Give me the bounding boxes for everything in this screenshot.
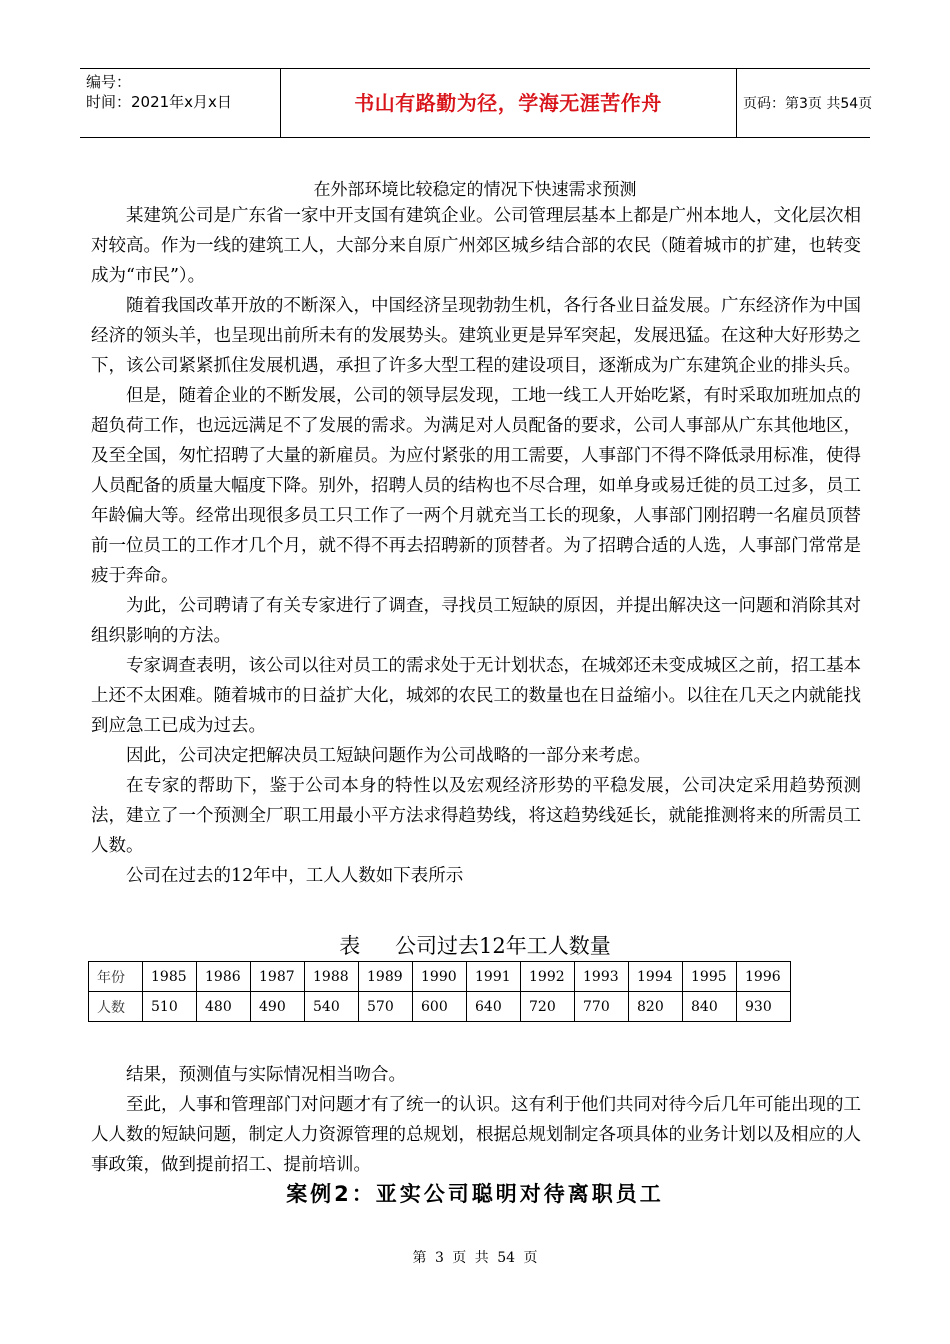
table-cell: 840 [683,992,737,1022]
paragraph: 因此，公司决定把解决员工短缺问题作为公司战略的一部分来考虑。 [126,746,651,766]
table-cell: 770 [575,992,629,1022]
table-cell: 540 [305,992,359,1022]
table-cell: 1987 [251,962,305,992]
table-cell: 640 [467,992,521,1022]
header-meta [80,69,281,137]
row-header: 年份 [89,962,143,992]
table-cell: 1994 [629,962,683,992]
paragraph: 但是，随着企业的不断发展，公司的领导层发现，工地一线工人开始吃紧，有时采取加班加点的超负荷工作，也远远满足不了发展的需求。为满足对人员配备的要求，公司人事部从广东其他地区，及至全国，匆忙招聘了大量的新雇员。为应付紧张的用工需要，人事部门不得不降低录用标准，使得人员配备的质量大幅度下降。别外，招聘人员的结构也不尽合理，如单身或易迁徙的员工过多，员工年龄偏大等。经常出现很多员工只工作了一两个月就充当工长的现象，人事部门刚招聘一名雇员顶替前一位员工的工作才几个月，就不得不再去招聘新的顶替者。为了招聘合适的人选，人事部门常常是疲于奔命。 [91,386,861,586]
time-label: 时间：2021年x月x日 [86,93,232,111]
document-title: 在外部环境比较稳定的情况下快速需求预测 [313,180,637,200]
table-cell: 1995 [683,962,737,992]
document-body [91,201,861,891]
number-label: 编号： [86,73,132,91]
table-cell: 1991 [467,962,521,992]
table-cell: 1996 [737,962,791,992]
row-header: 人数 [89,992,143,1022]
table-cell: 1985 [143,962,197,992]
table-cell: 510 [143,992,197,1022]
table-cell: 1988 [305,962,359,992]
table-cell: 490 [251,992,305,1022]
worker-count-table [88,961,791,1022]
table-cell: 720 [521,992,575,1022]
table-row-years [89,962,791,992]
table-title: 表 公司过去12年工人数量 [339,934,611,958]
paragraph: 为此，公司聘请了有关专家进行了调查，寻找员工短缺的原因，并提出解决这一问题和消除其对组织影响的方法。 [91,596,861,646]
paragraph: 在专家的帮助下，鉴于公司本身的特性以及宏观经济形势的平稳发展，公司决定采用趋势预测法，建立了一个预测全厂职工用最小平方法求得趋势线，将这趋势线延长，就能推测将来的所需员工人数。 [91,776,861,856]
table-cell: 480 [197,992,251,1022]
paragraph: 随着我国改革开放的不断深入，中国经济呈现勃勃生机，各行各业日益发展。广东经济作为中国经济的领头羊，也呈现出前所未有的发展势头。建筑业更是异军突起，发展迅猛。在这种大好形势之下，该公司紧紧抓住发展机遇，承担了许多大型工程的建设项目，逐渐成为广东建筑企业的排头兵。 [91,296,861,376]
table-row-counts [89,992,791,1022]
paragraph: 结果，预测值与实际情况相当吻合。 [126,1065,406,1085]
table-cell: 1986 [197,962,251,992]
table-cell: 1989 [359,962,413,992]
table-cell: 600 [413,992,467,1022]
header-motto: 书山有路勤为径，学海无涯苦作舟 [280,69,737,137]
header-page-info: 页码：第3页 共54页 [743,96,873,112]
table-cell: 930 [737,992,791,1022]
conclusion-body [91,1060,861,1180]
table-cell: 570 [359,992,413,1022]
table-cell: 1990 [413,962,467,992]
table-cell: 1993 [575,962,629,992]
paragraph: 至此，人事和管理部门对问题才有了统一的认识。这有利于他们共同对待今后几年可能出现的工人人数的短缺问题，制定人力资源管理的总规划，根据总规划制定各项具体的业务计划以及相应的人事政策，做到提前招工、提前培训。 [91,1095,861,1175]
paragraph: 某建筑公司是广东省一家中开支国有建筑企业。公司管理层基本上都是广州本地人，文化层次相对较高。作为一线的建筑工人，大部分来自原广州郊区城乡结合部的农民（随着城市的扩建，也转变成为“市民”）。 [91,206,861,286]
table-cell: 820 [629,992,683,1022]
case-title: 案例2：亚实公司聪明对待离职员工 [286,1182,664,1206]
page-footer: 第 3 页 共 54 页 [412,1250,538,1266]
paragraph: 公司在过去的12年中，工人人数如下表所示 [126,866,464,886]
page-header [80,68,873,138]
paragraph: 专家调查表明，该公司以往对员工的需求处于无计划状态，在城郊还未变成城区之前，招工基本上还不太困难。随着城市的日益扩大化，城郊的农民工的数量也在日益缩小。以往在几天之内就能找到应急工已成为过去。 [91,656,861,736]
table-cell: 1992 [521,962,575,992]
